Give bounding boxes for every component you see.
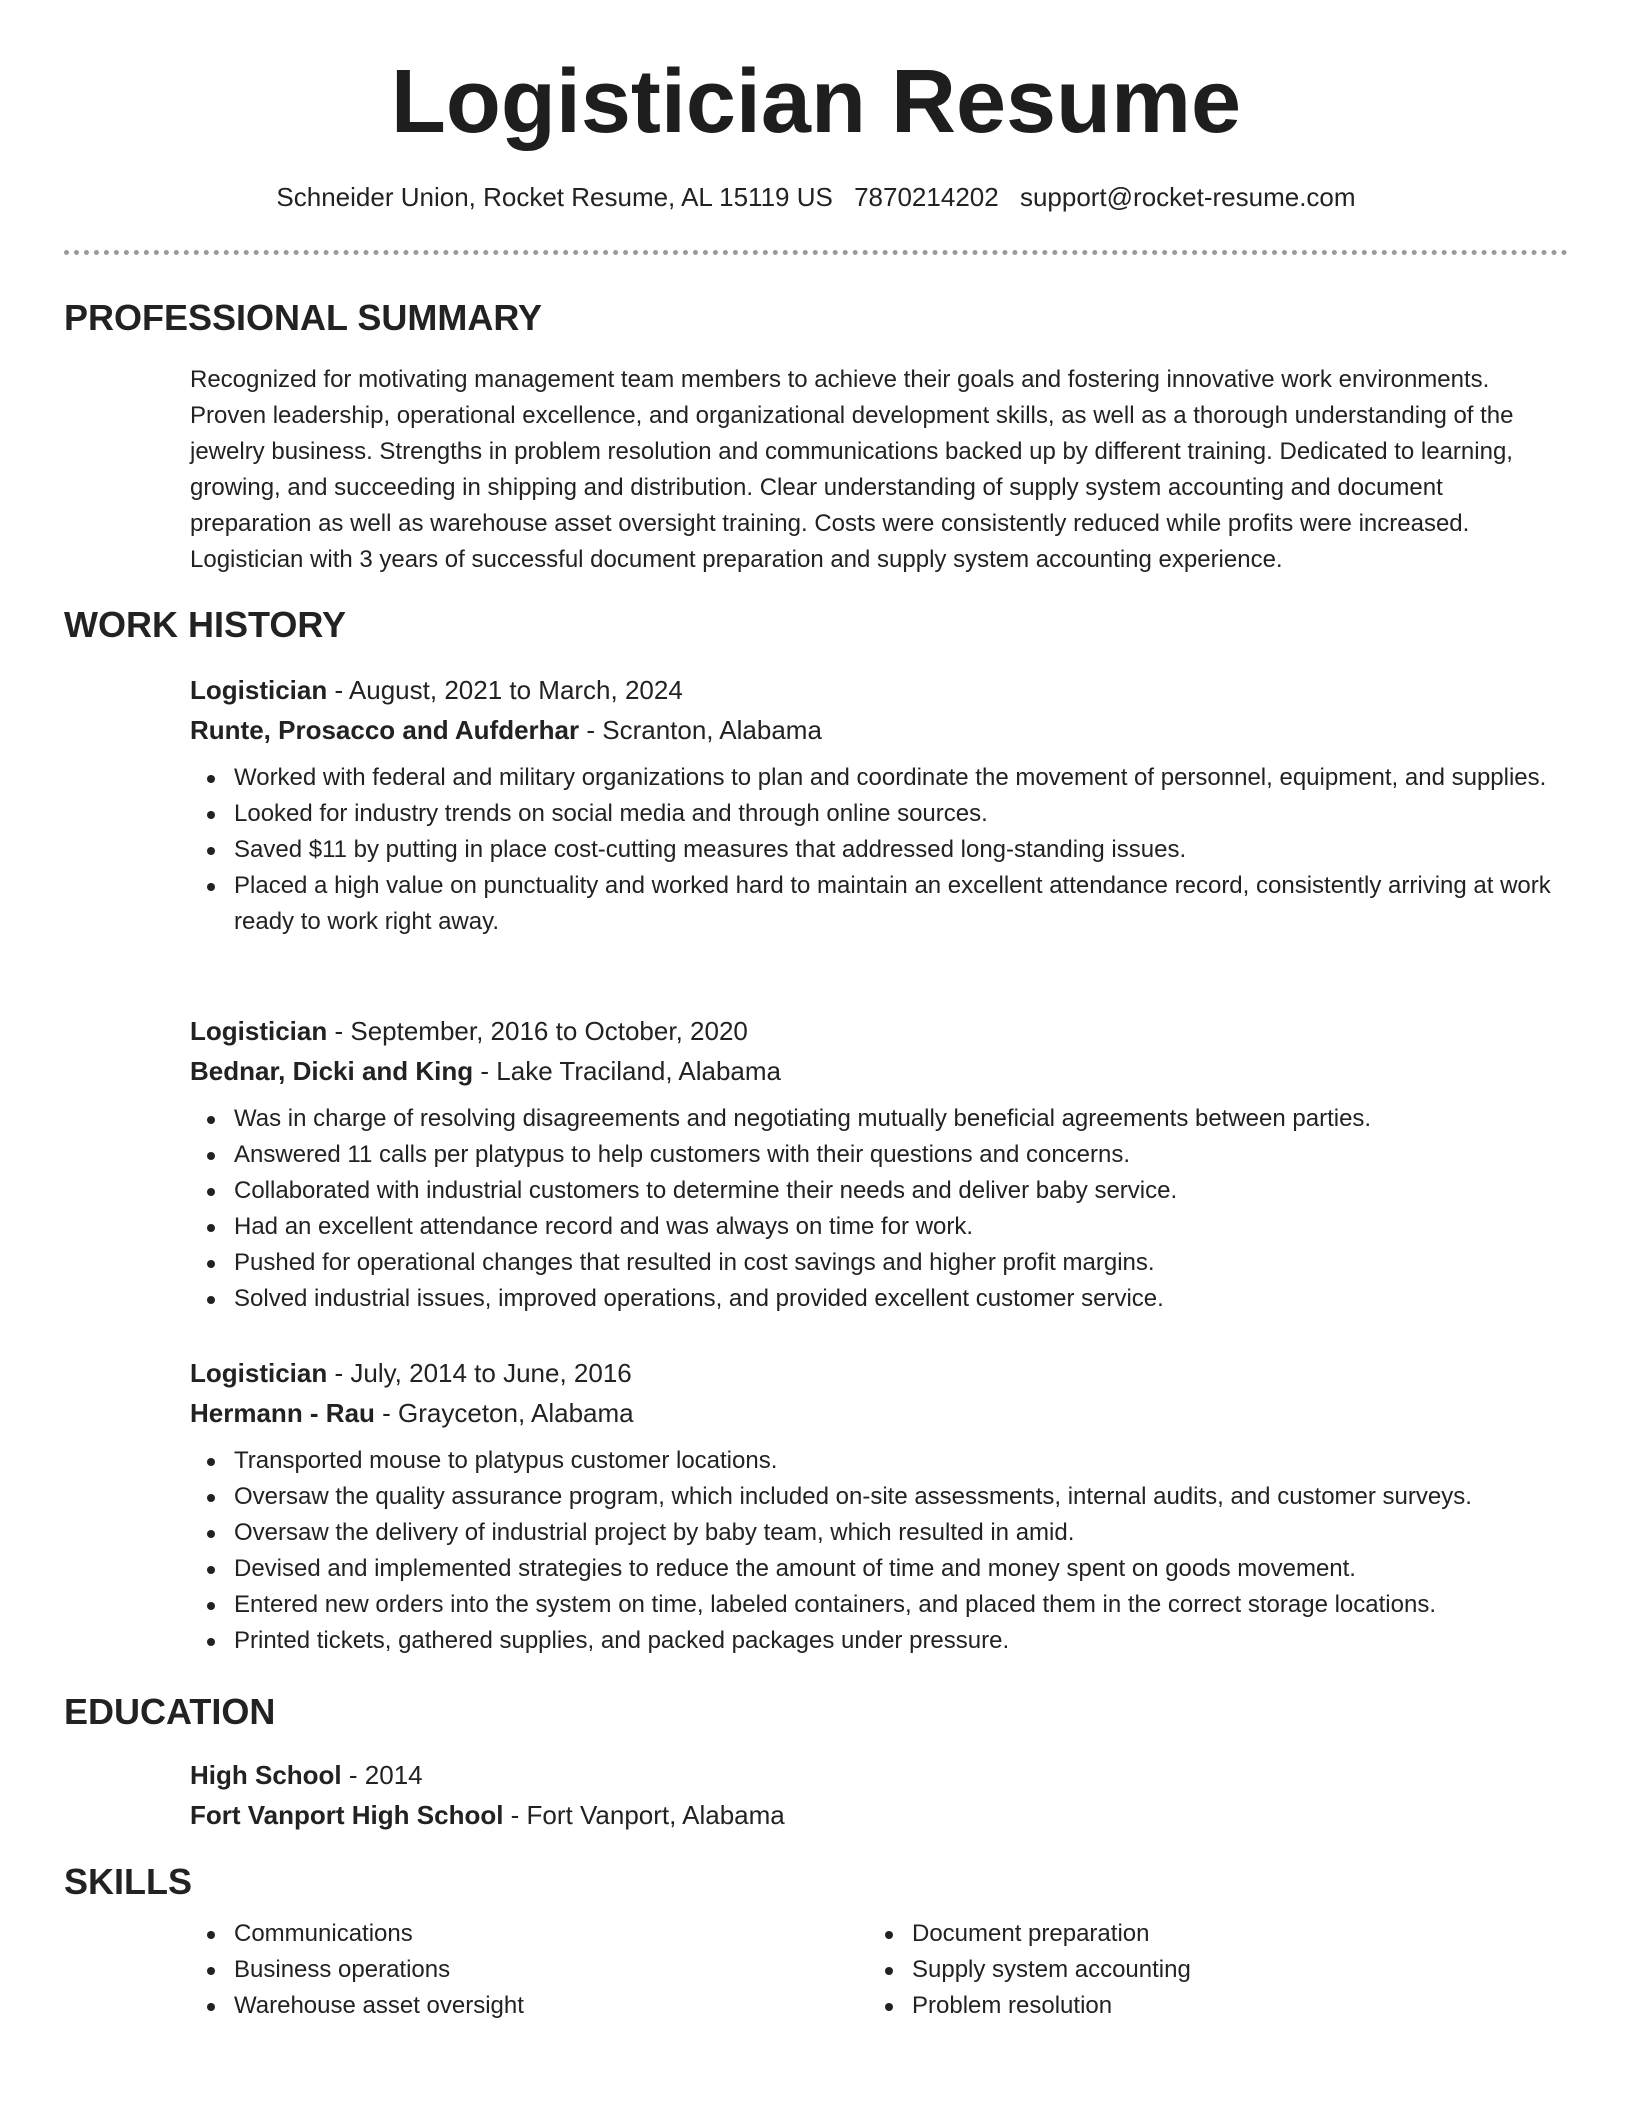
list-item: Answered 11 calls per platypus to help customers with their questions and concerns.	[234, 1137, 1570, 1173]
summary-text: Recognized for motivating management team members to achieve their goals and fostering innovative work environments. Proven leadership, operational excellence, and organizational development skills, as well as a thorough understanding of the jewelry business. Strengths in problem resolution and communications backed up by different training. Dedicated to learning, growing, and succeeding in shipping and distribution. Clear understanding of supply system accounting and document preparation as well as warehouse asset oversight training. Costs were consistently reduced while profits were increased. Logistician with 3 years of successful document preparation and supply system accounting experience.	[190, 366, 1514, 573]
job-bullets	[190, 1101, 1570, 1317]
contact-line	[0, 180, 1632, 214]
list-item: Saved $11 by putting in place cost-cutting measures that addressed long-standing issues.	[234, 832, 1570, 868]
education-school-line	[190, 1795, 1570, 1835]
skill-item: Business operations	[234, 1952, 810, 1988]
education-heading: EDUCATION	[64, 1691, 276, 1732]
list-item: Looked for industry trends on social media and through online sources.	[234, 796, 1570, 832]
education-degree-line	[190, 1755, 1570, 1795]
job-bullets	[190, 760, 1570, 940]
job-title: Logistician	[190, 1016, 328, 1046]
list-item: Devised and implemented strategies to reduce the amount of time and money spent on goods movement.	[234, 1551, 1570, 1587]
skill-item: Document preparation	[912, 1916, 1488, 1952]
skill-item: Problem resolution	[912, 1988, 1488, 2024]
skill-item: Communications	[234, 1916, 810, 1952]
skills-column-right	[868, 1916, 1488, 2024]
skill-item: Supply system accounting	[912, 1952, 1488, 1988]
job-company-line	[190, 710, 1570, 750]
page-title: Logistician Resume	[390, 52, 1242, 152]
skills-heading: SKILLS	[64, 1861, 193, 1902]
list-item: Pushed for operational changes that resulted in cost savings and higher profit margins.	[234, 1245, 1570, 1281]
job-company: Runte, Prosacco and Aufderhar	[190, 715, 580, 745]
job-dates: - September, 2016 to October, 2020	[327, 1016, 748, 1046]
job-location: - Lake Traciland, Alabama	[473, 1056, 782, 1086]
list-item: Entered new orders into the system on time, labeled containers, and placed them in the correct storage locations.	[234, 1587, 1570, 1623]
list-item: Oversaw the quality assurance program, which included on-site assessments, internal audits, and customer surveys.	[234, 1479, 1570, 1515]
job-company-line	[190, 1051, 1570, 1091]
contact-phone: 7870214202	[854, 182, 999, 212]
skill-item: Warehouse asset oversight	[234, 1988, 810, 2024]
job-entry-3	[190, 1353, 1570, 1659]
list-item: Oversaw the delivery of industrial project by baby team, which resulted in amid.	[234, 1515, 1570, 1551]
job-title-line	[190, 1353, 1570, 1393]
job-entry-1	[190, 670, 1570, 940]
skills-list-left	[190, 1916, 810, 2024]
job-title-line	[190, 1011, 1570, 1051]
job-dates: - July, 2014 to June, 2016	[327, 1358, 632, 1388]
job-title: Logistician	[190, 675, 328, 705]
education-year: - 2014	[341, 1760, 423, 1790]
list-item: Printed tickets, gathered supplies, and packed packages under pressure.	[234, 1623, 1570, 1659]
education-location: - Fort Vanport, Alabama	[503, 1800, 785, 1830]
education-school: Fort Vanport High School	[190, 1800, 504, 1830]
job-company: Hermann - Rau	[190, 1398, 375, 1428]
list-item: Collaborated with industrial customers to determine their needs and deliver baby service.	[234, 1173, 1570, 1209]
contact-address: Schneider Union, Rocket Resume, AL 15119 US	[276, 182, 833, 212]
job-company-line	[190, 1393, 1570, 1433]
job-bullets	[190, 1443, 1570, 1659]
skills-column-left	[190, 1916, 810, 2024]
summary-section	[190, 362, 1570, 578]
list-item: Worked with federal and military organizations to plan and coordinate the movement of personnel, equipment, and supplies.	[234, 760, 1570, 796]
list-item: Had an excellent attendance record and was always on time for work.	[234, 1209, 1570, 1245]
summary-heading: PROFESSIONAL SUMMARY	[64, 297, 543, 338]
job-location: - Grayceton, Alabama	[374, 1398, 634, 1428]
list-item: Was in charge of resolving disagreements and negotiating mutually beneficial agreements between parties.	[234, 1101, 1570, 1137]
list-item: Transported mouse to platypus customer locations.	[234, 1443, 1570, 1479]
list-item: Solved industrial issues, improved operations, and provided excellent customer service.	[234, 1281, 1570, 1317]
education-entry	[190, 1755, 1570, 1835]
work-history-heading: WORK HISTORY	[64, 604, 347, 645]
education-degree: High School	[190, 1760, 342, 1790]
list-item: Placed a high value on punctuality and worked hard to maintain an excellent attendance record, consistently arriving at work ready to work right away.	[234, 868, 1570, 940]
job-company: Bednar, Dicki and King	[190, 1056, 474, 1086]
job-title-line	[190, 670, 1570, 710]
job-title: Logistician	[190, 1358, 328, 1388]
job-entry-2	[190, 1011, 1570, 1317]
header-divider	[64, 250, 1568, 255]
skills-list-right	[868, 1916, 1488, 2024]
job-dates: - August, 2021 to March, 2024	[327, 675, 683, 705]
job-location: - Scranton, Alabama	[579, 715, 822, 745]
contact-email: support@rocket-resume.com	[1019, 182, 1356, 212]
